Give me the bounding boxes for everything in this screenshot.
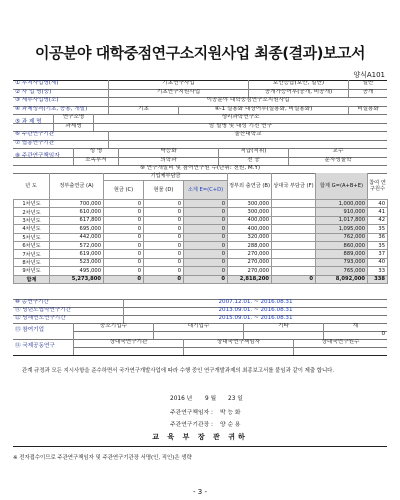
cell-other: 2,818,200: [228, 275, 272, 283]
value-empty: [73, 347, 183, 355]
label: ⑭ 국제공동연구: [15, 343, 55, 350]
cell-other: 400,000: [228, 216, 272, 224]
cell-kind: 0: [144, 208, 184, 216]
cell-total: 1,000,000: [316, 200, 368, 208]
cell-kind: 0: [144, 200, 184, 208]
budget-row: [14, 208, 388, 216]
sub-label: 과제명: [53, 123, 93, 132]
value-empty: [73, 331, 153, 339]
cell-staff: 41: [368, 208, 388, 216]
cell-year: 5차년도: [14, 233, 50, 241]
cell-year: 7차년도: [14, 250, 50, 258]
row-total-period: [13, 299, 387, 307]
cell-year: 3차년도: [14, 216, 50, 224]
value: 2007.12.01. ~ 2016.08.31: [123, 299, 387, 307]
row-agreement-period: [13, 307, 387, 315]
label: ⑦ 협동연구기관: [15, 139, 55, 146]
cell-other: 270,000: [228, 258, 272, 266]
row-sub-program: [13, 97, 387, 106]
value: 박능화: [118, 148, 218, 157]
date-year: 2016 년: [170, 396, 193, 402]
section-label: ⑨ 연구개발비 및 참여연구원 수(단위: 천원, M.Y): [139, 165, 261, 172]
cell-cash: 0: [104, 241, 144, 249]
budget-header: [13, 173, 387, 199]
cell-sub: 0: [184, 200, 228, 208]
header: 전 공: [218, 157, 288, 166]
cell-gov: 700,000: [50, 200, 104, 208]
budget-row: [14, 216, 388, 224]
budget-table: [13, 199, 388, 284]
cell-gov: 695,000: [50, 225, 104, 233]
cell-local: 0: [272, 275, 316, 283]
cell-cash: 0: [104, 233, 144, 241]
value-empty: [108, 140, 387, 149]
page-number: - 3 -: [193, 488, 207, 496]
signature-bottom-rule: [13, 446, 387, 447]
header-local: 상대국 부담금 (F): [271, 173, 315, 199]
cell-staff: 40: [368, 258, 388, 266]
field-label: ④-1 실용화 대상여부(실용화, 비실용화): [178, 106, 348, 115]
header-year: 년 도: [25, 182, 37, 189]
label: ⑤ 과 제 명: [15, 118, 42, 125]
budget-row: [14, 258, 388, 266]
cell-gov: 619,000: [50, 250, 104, 258]
value-sum: 0: [323, 331, 387, 339]
cell-other: 320,000: [228, 233, 272, 241]
cell-cash: 0: [104, 200, 144, 208]
value-empty: [183, 347, 293, 355]
page-title: 이공분야 대학중점연구소지원사업 최종(결과)보고서: [35, 44, 365, 62]
row-partner-institution: [13, 140, 387, 149]
cell-local: [272, 233, 316, 241]
form-number: 양식A101: [353, 71, 385, 79]
cell-year: 합계: [14, 275, 50, 283]
value: 의학과: [118, 157, 218, 166]
cell-kind: 0: [144, 233, 184, 241]
submission-statement: 관계 규정과 모든 지시사항을 준수하면서 국가연구개발사업에 따라 수행 중인 연구개발과제의 최종보고서를 붙임과 같이 제출 합니다.: [22, 368, 335, 374]
label: ⑫ 당해연도연구기간: [15, 315, 66, 322]
cell-sub: 0: [184, 258, 228, 266]
cell-other: 270,000: [228, 267, 272, 275]
cell-year: 1차년도: [14, 200, 50, 208]
row-international-header: [13, 339, 387, 347]
header-kind: 현물 (D): [143, 181, 183, 199]
header-total: 합계 G=(A+B+E): [315, 173, 367, 199]
cell-gov: 572,000: [50, 241, 104, 249]
cell-kind: 0: [144, 250, 184, 258]
header-company: 기업체부담금: [103, 173, 227, 181]
sub-label: 연구소명: [53, 114, 93, 123]
cell-other: 300,000: [228, 200, 272, 208]
recipient: 교 육 부 장 관 귀하: [152, 433, 248, 441]
cell-cash: 0: [104, 250, 144, 258]
cell-staff: 36: [368, 233, 388, 241]
institution-head-label: 주관연구기관장 :: [170, 422, 213, 428]
value: 2015.09.01. ~ 2016.08.31: [123, 315, 387, 323]
budget-row: [14, 225, 388, 233]
cell-local: [272, 200, 316, 208]
cell-staff: 37: [368, 250, 388, 258]
cell-total: 910,000: [316, 208, 368, 216]
budget-section-title: [13, 165, 387, 173]
header-other: 정부외 출연금 (B): [227, 173, 271, 199]
row-researcher-dept: [13, 157, 387, 166]
cell-total: 1,017,800: [316, 216, 368, 224]
label: ⑬ 참여기업: [15, 327, 44, 334]
cell-staff: 40: [368, 200, 388, 208]
cell-other: 288,000: [228, 241, 272, 249]
cell-local: [272, 241, 316, 249]
header-inst: 상대국연구기관: [73, 339, 183, 347]
cell-kind: 0: [144, 241, 184, 249]
cell-sub: 0: [184, 216, 228, 224]
cell-gov: 5,273,800: [50, 275, 104, 283]
cell-staff: 338: [368, 275, 388, 283]
label: ④ 과제성격(기초, 응용, 개발): [15, 105, 88, 112]
cell-local: [272, 216, 316, 224]
cell-other: 270,000: [228, 250, 272, 258]
cell-total: 765,000: [316, 267, 368, 275]
value: 분자생물학: [288, 157, 387, 166]
value: 기초: [108, 106, 178, 115]
header-gov: 정부출연금 (A): [49, 173, 103, 199]
cell-kind: 0: [144, 225, 184, 233]
cell-sub: 0: [184, 233, 228, 241]
value: 2013.09.01. ~ 2016.08.31: [123, 307, 387, 315]
value-empty: [243, 331, 323, 339]
cell-sub: 0: [184, 275, 228, 283]
row-lead-institution: [13, 131, 387, 140]
cell-other: 400,000: [228, 225, 272, 233]
cell-local: [272, 267, 316, 275]
cell-total: 889,000: [316, 250, 368, 258]
header-lead: 상대국연구책임자: [183, 339, 293, 347]
row-institute-name: [13, 114, 387, 123]
cell-sub: 0: [184, 208, 228, 216]
cell-sub: 0: [184, 241, 228, 249]
info-bottom-rule: [13, 355, 387, 356]
budget-row: [14, 233, 388, 241]
value: 이공분야 대학중점연구소지원사업: [108, 97, 387, 106]
lead-researcher-name: 박 능 화: [220, 410, 241, 416]
date-month: 9 월: [205, 396, 217, 402]
row-companies-header: [13, 323, 387, 331]
value-empty: [153, 331, 243, 339]
header: 소속부서: [73, 157, 118, 166]
cell-local: [272, 250, 316, 258]
field-value: 비실용화: [348, 106, 387, 115]
cell-cash: 0: [104, 225, 144, 233]
cell-kind: 0: [144, 275, 184, 283]
cell-staff: 35: [368, 225, 388, 233]
cell-sub: 0: [184, 267, 228, 275]
header: 직급(직위): [218, 148, 288, 157]
cell-year: 6차년도: [14, 241, 50, 249]
label: ② 사 업 명(중): [15, 88, 52, 95]
row-current-period: [13, 315, 387, 323]
header-large: 대기업수: [153, 323, 243, 331]
sub-value: 생리과학연구소: [93, 114, 387, 123]
field-value: 공개: [348, 89, 387, 98]
header-staff: 참여 연구원수: [367, 173, 387, 199]
cell-total: 1,095,000: [316, 225, 368, 233]
row-international-values: [13, 347, 387, 355]
header-sme: 중소기업수: [73, 323, 153, 331]
cell-gov: 495,000: [50, 267, 104, 275]
cell-gov: 617,800: [50, 216, 104, 224]
budget-row: [14, 250, 388, 258]
cell-total: 793,000: [316, 258, 368, 266]
row-researcher-name: [13, 148, 387, 157]
row-task-name: [13, 123, 387, 132]
budget-row: [14, 267, 388, 275]
cell-cash: 0: [104, 275, 144, 283]
lead-researcher-label: 주관연구책임자 :: [170, 410, 213, 416]
cell-local: [272, 258, 316, 266]
cell-cash: 0: [104, 216, 144, 224]
cell-total: 762,000: [316, 233, 368, 241]
field-label: 공개가능여부(공개, 비공개): [248, 89, 348, 98]
cell-sub: 0: [184, 250, 228, 258]
budget-total-row: [14, 275, 388, 283]
row-companies-values: [13, 331, 387, 339]
field-label: 보안등급(보안, 일반): [248, 80, 348, 89]
budget-row: [14, 200, 388, 208]
row-ministry-program: [13, 80, 387, 89]
cell-year: 4차년도: [14, 225, 50, 233]
footnote: ※ 전자접수이므로 주관연구책임자 및 주관연구기관장 서명(인, 직인)은 생략: [13, 455, 192, 461]
cell-local: [272, 208, 316, 216]
label: ③ 세부사업명(소): [15, 97, 59, 104]
cell-kind: 0: [144, 258, 184, 266]
cell-year: 8차년도: [14, 258, 50, 266]
value-empty: [293, 347, 387, 355]
header-subtotal: 소계 E=(C+D): [183, 181, 227, 199]
row-program-name: [13, 89, 387, 98]
cell-gov: 610,000: [50, 208, 104, 216]
cell-kind: 0: [144, 267, 184, 275]
cell-staff: 35: [368, 241, 388, 249]
cell-total: 8,092,000: [316, 275, 368, 283]
value: 울산대학교: [108, 131, 387, 140]
label: ① 부처사업명(세): [15, 80, 59, 87]
label: ⑧ 주관연구책임자: [15, 152, 60, 159]
sub-value: 암 발병 및 내성 기전 연구: [93, 123, 387, 132]
header-count: 상대국연구원수: [293, 339, 387, 347]
header-cash: 현금 (C): [103, 181, 143, 199]
institution-head-name: 양 순 용: [220, 422, 241, 428]
cell-kind: 0: [144, 216, 184, 224]
label: ⑩ 총연구기간: [15, 299, 49, 306]
field-value: 일반: [348, 80, 387, 89]
header: 성 명: [73, 148, 118, 157]
cell-staff: 33: [368, 267, 388, 275]
cell-gov: 523,000: [50, 258, 104, 266]
cell-cash: 0: [104, 258, 144, 266]
header-sum: 계: [323, 323, 387, 331]
date-day: 23 일: [228, 396, 243, 402]
cell-year: 2차년도: [14, 208, 50, 216]
value: 기초연구사업: [108, 80, 248, 89]
cell-staff: 42: [368, 216, 388, 224]
cell-other: 300,000: [228, 208, 272, 216]
value: 기초연구지원사업: [108, 89, 248, 98]
cell-gov: 442,000: [50, 233, 104, 241]
cell-total: 860,000: [316, 241, 368, 249]
cell-sub: 0: [184, 225, 228, 233]
budget-row: [14, 241, 388, 249]
cell-cash: 0: [104, 208, 144, 216]
cell-local: [272, 225, 316, 233]
value: 교수: [288, 148, 387, 157]
cell-year: 9차년도: [14, 267, 50, 275]
label: ⑥ 주관연구기관: [15, 131, 55, 138]
cell-cash: 0: [104, 267, 144, 275]
label: ⑪ 당년도협약연구기간: [15, 307, 72, 314]
row-project-type: [13, 106, 387, 115]
header-other: 기타: [243, 323, 323, 331]
